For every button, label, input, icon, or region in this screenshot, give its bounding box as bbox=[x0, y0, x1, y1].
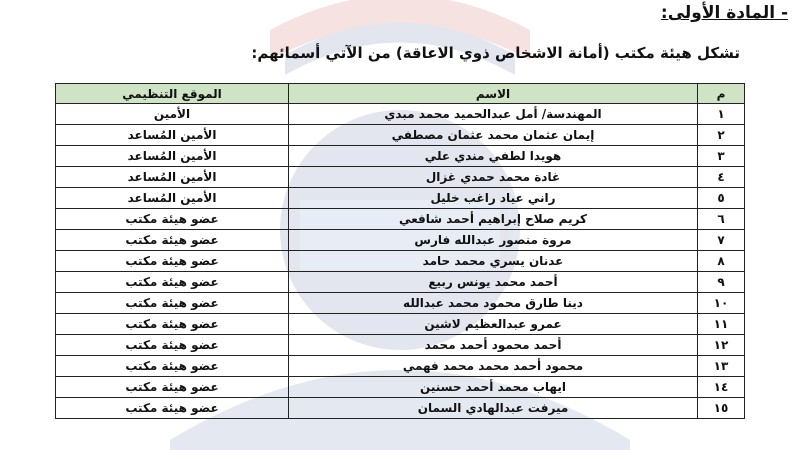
column-header-name: الاسم bbox=[289, 84, 698, 104]
member-role-cell: عضو هيئة مكتب bbox=[56, 272, 289, 293]
member-role-cell: عضو هيئة مكتب bbox=[56, 230, 289, 251]
member-role-cell: عضو هيئة مكتب bbox=[56, 314, 289, 335]
member-name-cell: راني عياد راغب خليل bbox=[289, 188, 698, 209]
member-name-cell: ايهاب محمد أحمد حسنين bbox=[289, 377, 698, 398]
member-role-cell: عضو هيئة مكتب bbox=[56, 398, 289, 419]
row-number-cell: ٧ bbox=[698, 230, 745, 251]
member-name-cell: كريم صلاح إبراهيم أحمد شافعي bbox=[289, 209, 698, 230]
member-role-cell: الأمين المُساعد bbox=[56, 146, 289, 167]
member-role-cell: عضو هيئة مكتب bbox=[56, 335, 289, 356]
table-header-row bbox=[56, 84, 745, 104]
table-row bbox=[56, 209, 745, 230]
row-number-cell: ١٣ bbox=[698, 356, 745, 377]
table-row bbox=[56, 167, 745, 188]
member-name-cell: محمود أحمد محمد محمد فهمي bbox=[289, 356, 698, 377]
member-role-cell: عضو هيئة مكتب bbox=[56, 293, 289, 314]
member-role-cell: عضو هيئة مكتب bbox=[56, 356, 289, 377]
member-role-cell: الأمين المُساعد bbox=[56, 167, 289, 188]
member-name-cell: المهندسة/ أمل عبدالحميد محمد مبدي bbox=[289, 104, 698, 125]
table-row bbox=[56, 398, 745, 419]
table-row bbox=[56, 146, 745, 167]
member-name-cell: دينا طارق محمود محمد عبدالله bbox=[289, 293, 698, 314]
member-name-cell: مروة منصور عبدالله فارس bbox=[289, 230, 698, 251]
member-name-cell: ميرفت عبدالهادي السمان bbox=[289, 398, 698, 419]
member-name-cell: عمرو عبدالعظيم لاشين bbox=[289, 314, 698, 335]
row-number-cell: ٣ bbox=[698, 146, 745, 167]
row-number-cell: ٤ bbox=[698, 167, 745, 188]
member-role-cell: عضو هيئة مكتب bbox=[56, 377, 289, 398]
table-row bbox=[56, 293, 745, 314]
member-name-cell: أحمد محمود أحمد محمد bbox=[289, 335, 698, 356]
column-header-number: م bbox=[698, 84, 745, 104]
intro-paragraph: تشكل هيئة مكتب (أمانة الاشخاص ذوي الاعاقة) من الآتي أسمائهم: bbox=[251, 44, 740, 62]
member-role-cell: الأمين المُساعد bbox=[56, 125, 289, 146]
members-table bbox=[55, 83, 745, 419]
row-number-cell: ٥ bbox=[698, 188, 745, 209]
column-header-role: الموقع التنظيمي bbox=[56, 84, 289, 104]
row-number-cell: ٩ bbox=[698, 272, 745, 293]
table-row bbox=[56, 272, 745, 293]
member-name-cell: غادة محمد حمدي غزال bbox=[289, 167, 698, 188]
member-name-cell: هويدا لطفي مندي علي bbox=[289, 146, 698, 167]
table-row bbox=[56, 377, 745, 398]
table-row bbox=[56, 188, 745, 209]
member-role-cell: الأمين المُساعد bbox=[56, 188, 289, 209]
article-heading: - المادة الأولى: bbox=[660, 3, 788, 23]
member-name-cell: أحمد محمد يونس ربيع bbox=[289, 272, 698, 293]
member-role-cell: الأمين bbox=[56, 104, 289, 125]
table-row bbox=[56, 251, 745, 272]
table-row bbox=[56, 335, 745, 356]
row-number-cell: ١٢ bbox=[698, 335, 745, 356]
row-number-cell: ١٤ bbox=[698, 377, 745, 398]
table-row bbox=[56, 104, 745, 125]
table-row bbox=[56, 356, 745, 377]
row-number-cell: ١٠ bbox=[698, 293, 745, 314]
row-number-cell: ٨ bbox=[698, 251, 745, 272]
member-name-cell: إيمان عثمان محمد عثمان مصطفي bbox=[289, 125, 698, 146]
row-number-cell: ٦ bbox=[698, 209, 745, 230]
table-row bbox=[56, 314, 745, 335]
row-number-cell: ٢ bbox=[698, 125, 745, 146]
member-name-cell: عدنان يسري محمد حامد bbox=[289, 251, 698, 272]
table-body bbox=[56, 104, 745, 419]
member-role-cell: عضو هيئة مكتب bbox=[56, 251, 289, 272]
row-number-cell: ١٥ bbox=[698, 398, 745, 419]
table-row bbox=[56, 125, 745, 146]
table-row bbox=[56, 230, 745, 251]
row-number-cell: ١ bbox=[698, 104, 745, 125]
row-number-cell: ١١ bbox=[698, 314, 745, 335]
member-role-cell: عضو هيئة مكتب bbox=[56, 209, 289, 230]
